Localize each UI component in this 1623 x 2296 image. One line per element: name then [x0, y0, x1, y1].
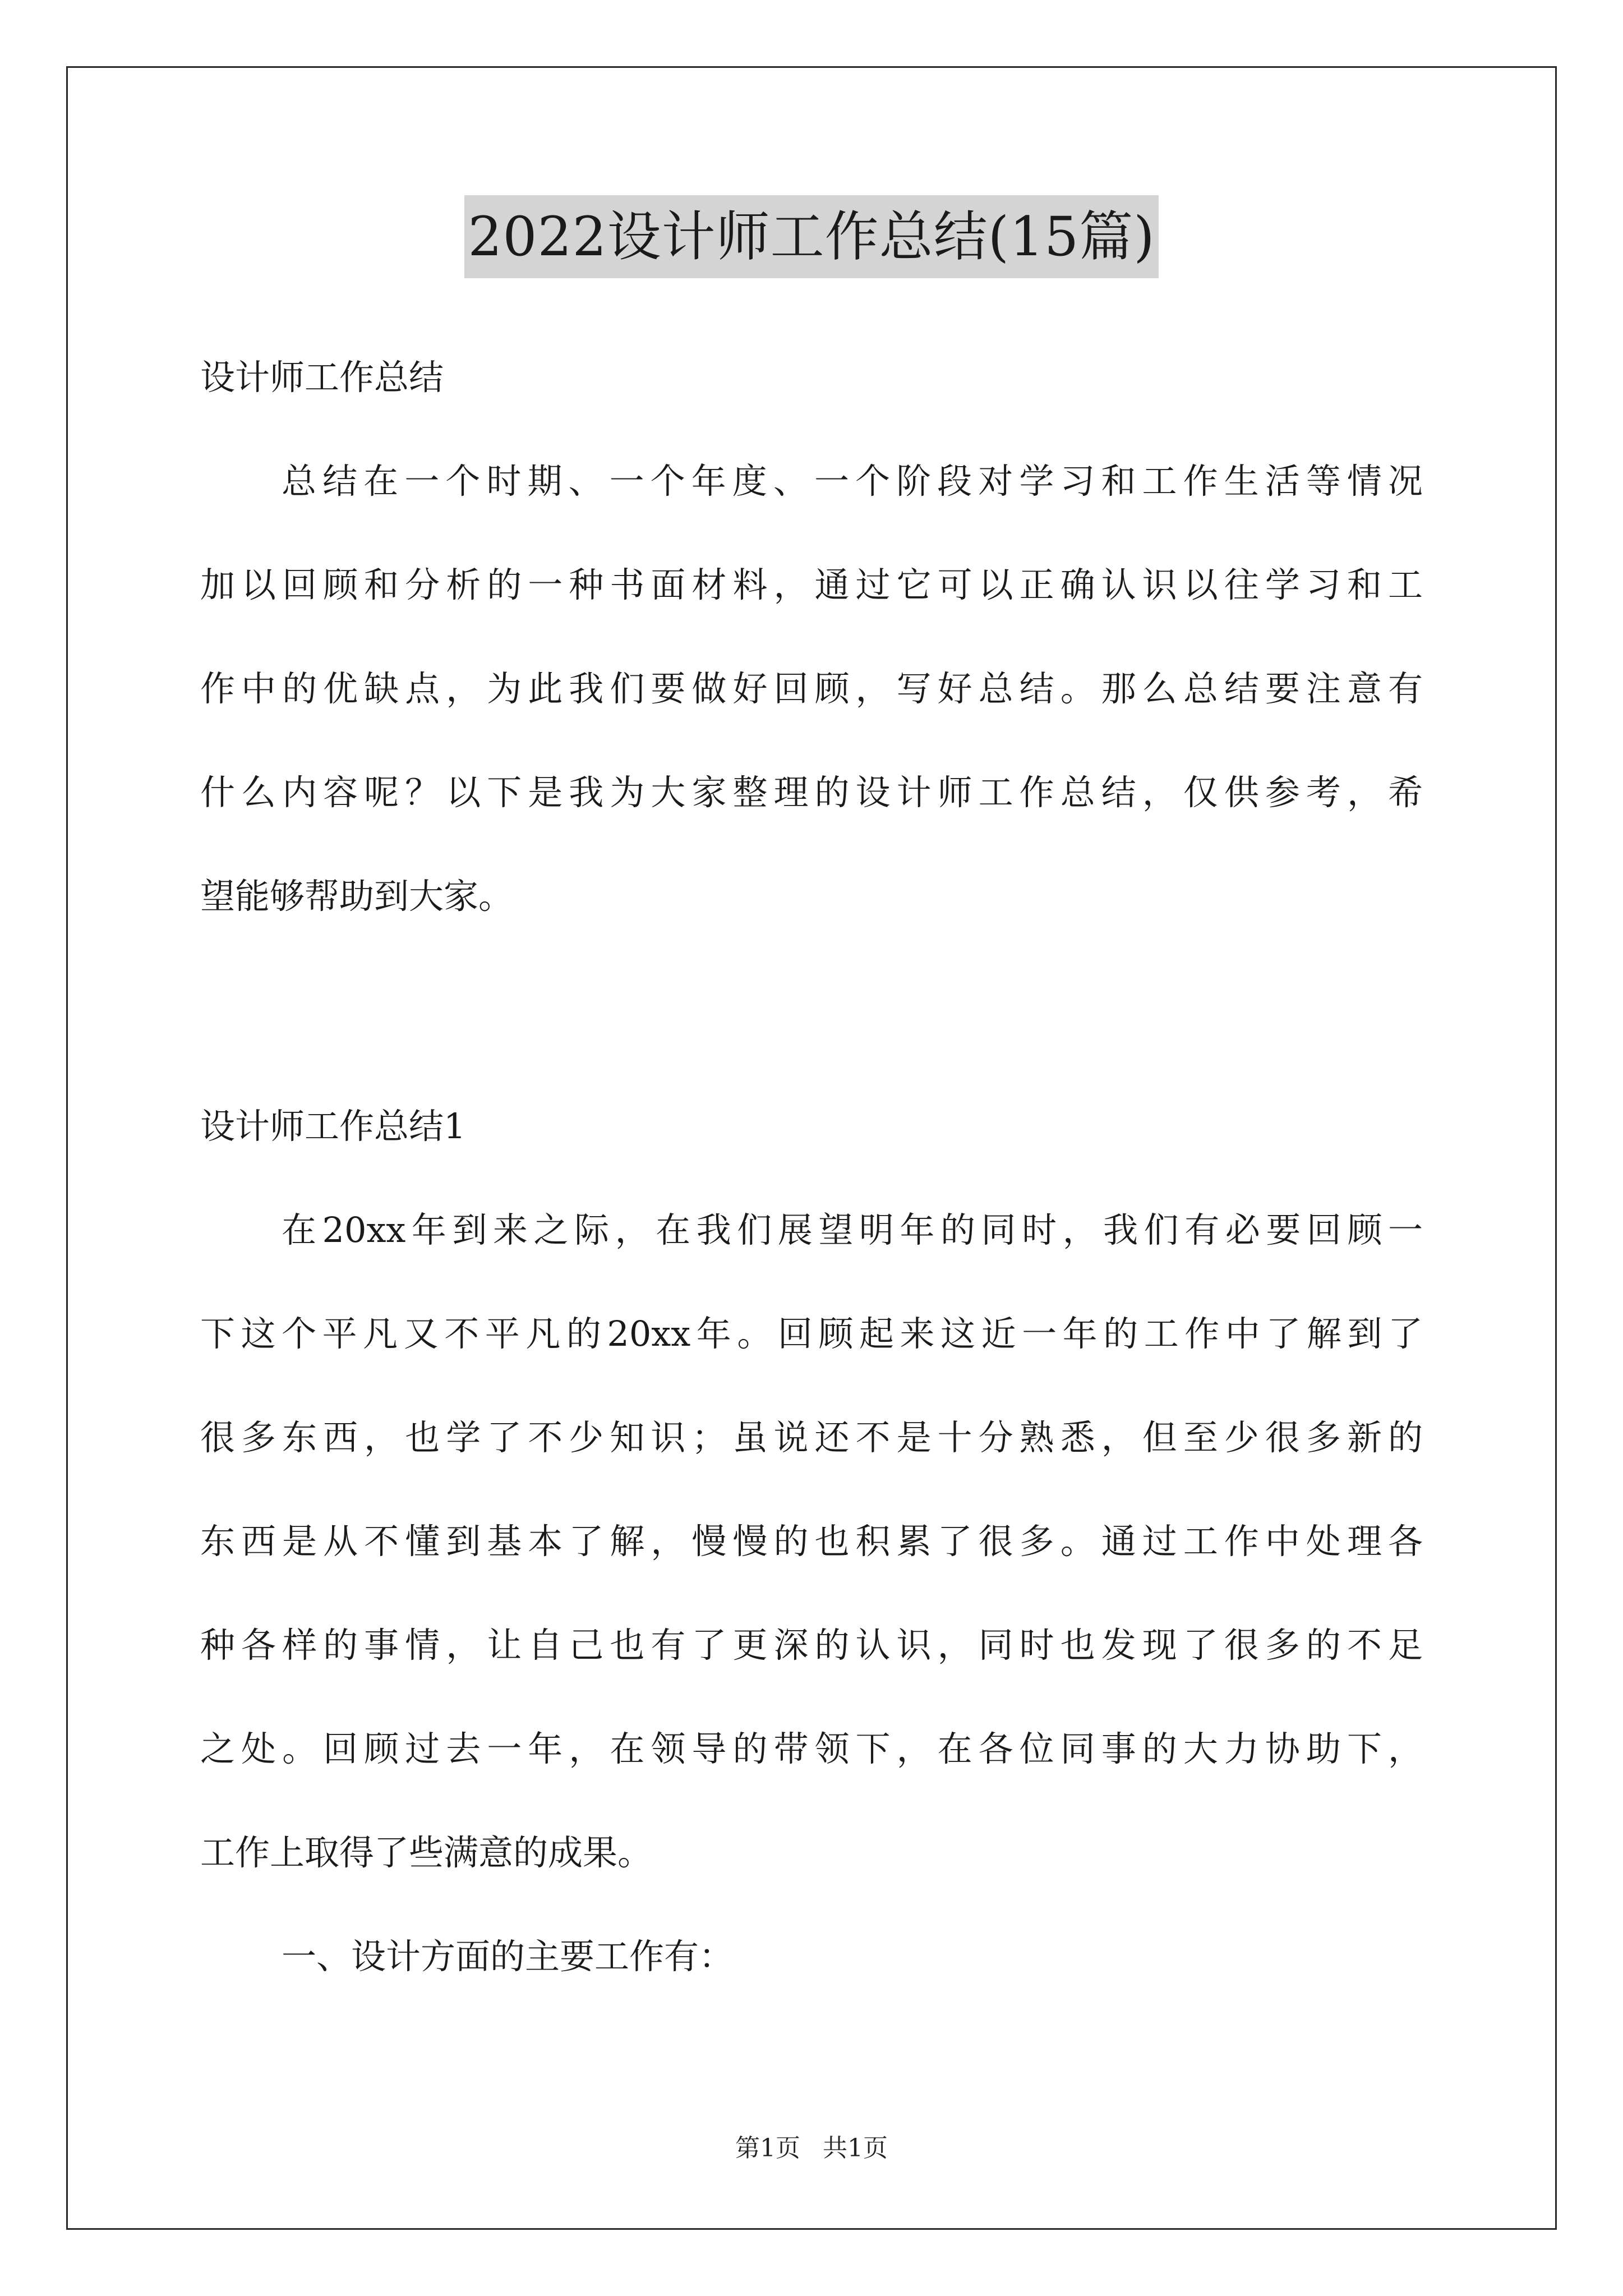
body-line-6: 之处。回顾过去一年，在领导的带领下，在各位同事的大力协助下，: [200, 1728, 1423, 1769]
intro-line-4: 什么内容呢？以下是我为大家整理的设计师工作总结，仅供参考，希: [200, 772, 1423, 813]
intro-line-1: 总结在一个时期、一个年度、一个阶段对学习和工作生活等情况: [282, 461, 1423, 501]
body-line-1: 在20xx年到来之际，在我们展望明年的同时，我们有必要回顾一: [282, 1209, 1423, 1250]
intro-line-3: 作中的优缺点，为此我们要做好回顾，写好总结。那么总结要注意有: [200, 668, 1423, 709]
page-footer: [0, 2132, 1623, 2165]
title-container: [0, 195, 1623, 278]
body-line-7: 工作上取得了些满意的成果。: [200, 1832, 653, 1873]
intro-line-5: 望能够帮助到大家。: [200, 876, 514, 917]
intro-line-2: 加以回顾和分析的一种书面材料，通过它可以正确认识以往学习和工: [200, 564, 1423, 605]
page-total: 共1页: [823, 2134, 888, 2162]
body-line-5: 种各样的事情，让自己也有了更深的认识，同时也发现了很多的不足: [200, 1625, 1423, 1665]
list-heading: 一、设计方面的主要工作有：: [282, 1936, 734, 1977]
body-line-2: 下这个平凡又不平凡的20xx年。回顾起来这近一年的工作中了解到了: [200, 1313, 1423, 1354]
document-title: 2022设计师工作总结(15篇): [464, 195, 1158, 278]
section-heading: 设计师工作总结: [200, 357, 444, 398]
page-number: 第1页: [735, 2134, 800, 2162]
body-line-3: 很多东西，也学了不少知识；虽说还不是十分熟悉，但至少很多新的: [200, 1417, 1423, 1458]
sub-heading: 设计师工作总结1: [200, 1106, 466, 1147]
body-line-4: 东西是从不懂到基本了解，慢慢的也积累了很多。通过工作中处理各: [200, 1521, 1423, 1562]
